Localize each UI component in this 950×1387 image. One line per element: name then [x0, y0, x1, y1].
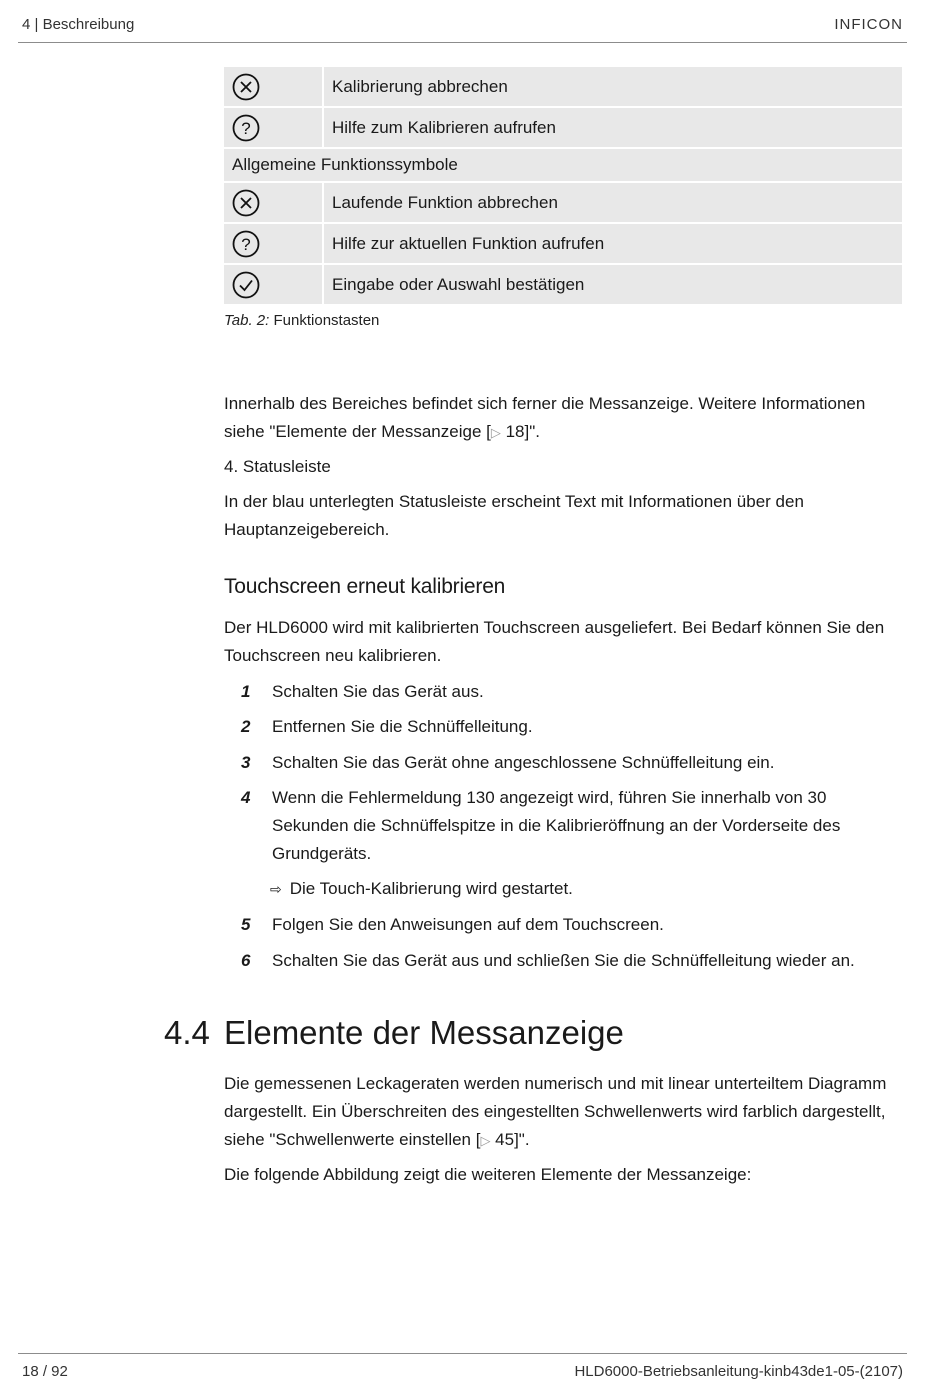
step-text: Wenn die Fehlermeldung 130 angezeigt wird, führen Sie innerhalb von 30 Sekunden die Schnüffelspitze in die Kalibrieröffnung an der Vorderseite des Grundgeräts. — [272, 788, 841, 863]
function-keys-table — [224, 67, 902, 306]
table-row — [224, 265, 902, 306]
paragraph-abbildung: Die folgende Abbildung zeigt die weiteren Elemente der Messanzeige: — [224, 1165, 752, 1184]
step-number: 2 — [241, 717, 251, 736]
table-row — [224, 67, 902, 108]
subheading-touchscreen: Touchscreen erneut kalibrieren — [224, 575, 506, 598]
table-caption — [224, 312, 379, 329]
table-group-row: Allgemeine Funktionssymbole — [224, 149, 902, 183]
step-text: Entfernen Sie die Schnüffelleitung. — [272, 717, 533, 736]
step-text: Schalten Sie das Gerät aus. — [272, 682, 484, 701]
step-result — [270, 875, 573, 903]
step-result-text: Die Touch-Kalibrierung wird gestartet. — [289, 879, 573, 898]
page-ref-arrow-icon[interactable]: ▷ — [490, 425, 501, 440]
help-circle-icon — [232, 114, 260, 142]
step-text: Schalten Sie das Gerät aus und schließen Sie die Schnüffelleitung wieder an. — [272, 951, 855, 970]
step-number: 6 — [241, 951, 251, 970]
page-number: 18 / 92 — [22, 1363, 68, 1380]
section-number: 4.4 — [164, 1014, 210, 1051]
header-brand: INFICON — [834, 16, 903, 33]
table-cell-label: Hilfe zur aktuellen Funktion aufrufen — [332, 233, 605, 253]
header-section: 4 | Beschreibung — [22, 16, 135, 33]
table-cell-label: Eingabe oder Auswahl bestätigen — [332, 274, 585, 294]
table-row — [224, 183, 902, 224]
result-arrow-icon: ⇨ — [270, 881, 282, 897]
svg-text:?: ? — [241, 234, 251, 254]
step-number: 4 — [241, 788, 251, 807]
paragraph-touchscreen: Der HLD6000 wird mit kalibrierten Touchscreen ausgeliefert. Bei Bedarf können Sie den Touchscreen neu kalibrieren. — [224, 618, 885, 665]
table-cell-label: Laufende Funktion abbrechen — [332, 192, 558, 212]
step-text: Schalten Sie das Gerät ohne angeschlossene Schnüffelleitung ein. — [272, 753, 775, 772]
page-footer — [18, 1353, 907, 1380]
table-cell-label: Kalibrierung abbrechen — [332, 76, 508, 96]
table-row — [224, 108, 902, 149]
paragraph-messanzeige: Innerhalb des Bereiches befindet sich ferner die Messanzeige. Weitere Informationen siehe "Elemente der Messanzeige [▷ 18]". — [224, 394, 866, 441]
page-ref-arrow-icon[interactable]: ▷ — [480, 1133, 491, 1148]
help-circle-icon — [232, 230, 260, 258]
step-text: Folgen Sie den Anweisungen auf dem Touchscreen. — [272, 915, 664, 934]
page-header — [18, 14, 907, 43]
paragraph-statusleiste-heading: 4. Statusleiste — [224, 457, 331, 476]
svg-text:?: ? — [241, 118, 251, 138]
check-circle-icon — [232, 271, 260, 299]
paragraph-leckageraten: Die gemessenen Leckageraten werden numerisch und mit linear unterteiltem Diagramm dargestellt. Ein Überschreiten des eingestellten Schwellenwerts wird farblich dargestellt, siehe "Schwellenwerte einstellen [▷ 45]". — [224, 1074, 887, 1149]
caption-prefix: Tab. 2: — [224, 312, 270, 329]
document-id: HLD6000-Betriebsanleitung-kinb43de1-05-(2107) — [574, 1363, 903, 1380]
caption-text: Funktionstasten — [273, 312, 380, 329]
cancel-circle-icon — [232, 73, 260, 101]
step-number: 1 — [241, 682, 251, 701]
paragraph-statusleiste: In der blau unterlegten Statusleiste erscheint Text mit Informationen über den Hauptanzeigebereich. — [224, 492, 804, 539]
step-number: 5 — [241, 915, 251, 934]
table-cell-label: Hilfe zum Kalibrieren aufrufen — [332, 117, 556, 137]
section-title: Elemente der Messanzeige — [224, 1014, 624, 1051]
table-row — [224, 224, 902, 265]
cancel-circle-icon — [232, 189, 260, 217]
step-number: 3 — [241, 753, 251, 772]
